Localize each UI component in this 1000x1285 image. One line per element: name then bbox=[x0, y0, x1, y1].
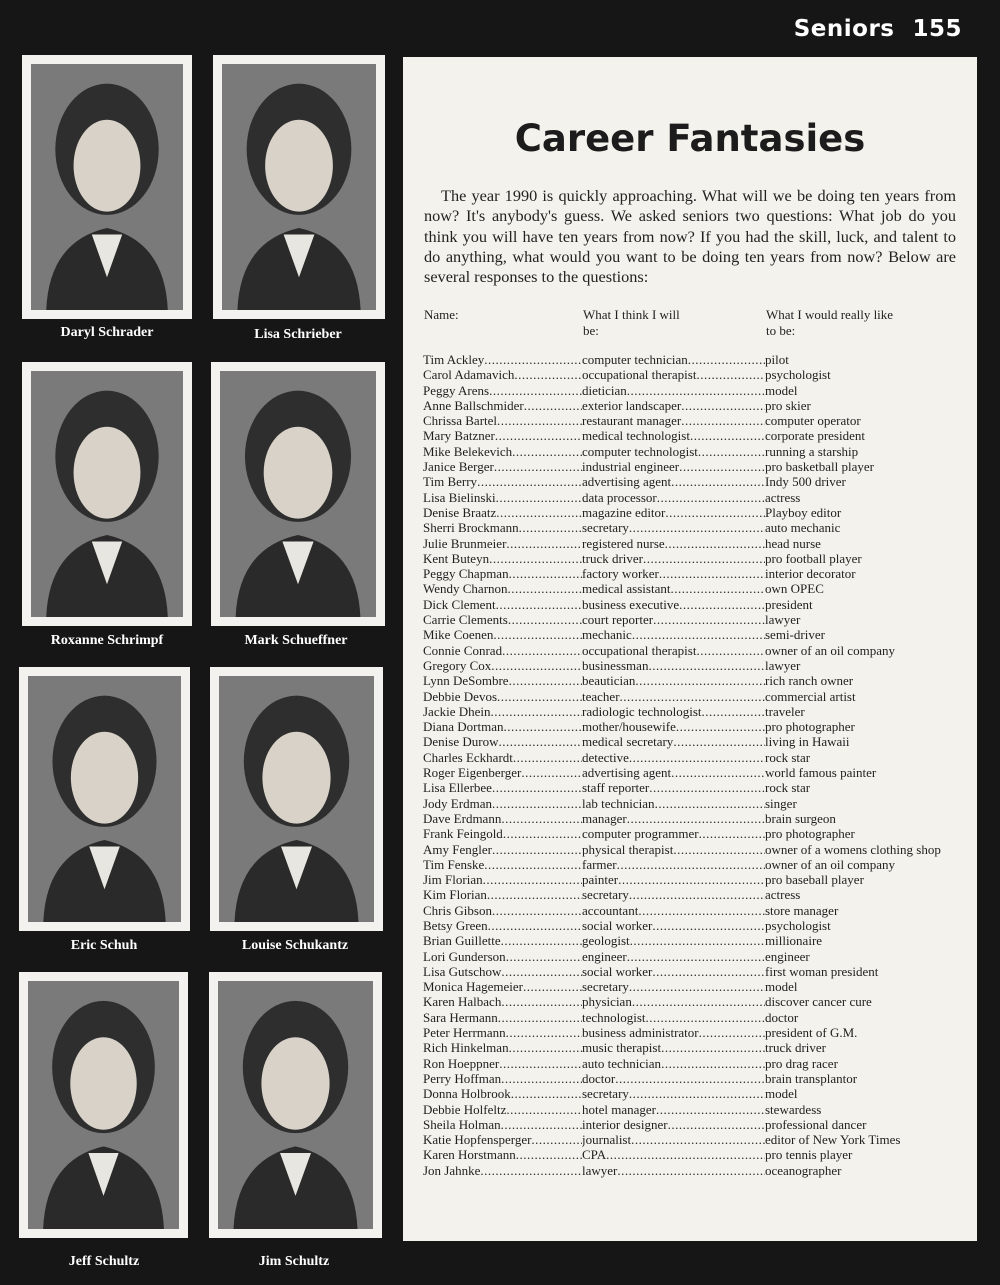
response-think: medical assistant ..... bbox=[582, 581, 765, 596]
response-name: Frank Feingold ..... bbox=[423, 826, 582, 841]
response-name: Karen Halbach ..... bbox=[423, 994, 582, 1009]
response-row bbox=[423, 872, 973, 887]
response-really: doctor bbox=[765, 1009, 799, 1025]
response-row bbox=[423, 627, 973, 642]
response-really: auto mechanic bbox=[765, 520, 841, 536]
response-think: geologist ..... bbox=[582, 933, 765, 948]
response-row bbox=[423, 689, 973, 704]
response-name: Mike Belekevich ..... bbox=[423, 444, 582, 459]
responses-list bbox=[423, 352, 973, 1178]
response-name: Dick Clement ..... bbox=[423, 597, 582, 612]
response-row bbox=[423, 964, 973, 979]
response-really: millionaire bbox=[765, 933, 823, 949]
response-row bbox=[423, 1040, 973, 1055]
response-name: Chrissa Bartel ..... bbox=[423, 413, 582, 428]
response-row bbox=[423, 1071, 973, 1086]
response-really: pro football player bbox=[765, 550, 862, 566]
response-row bbox=[423, 367, 973, 382]
response-think: medical secretary ..... bbox=[582, 734, 765, 749]
response-think: exterior landscaper ..... bbox=[582, 398, 765, 413]
response-name: Julie Brunmeier ..... bbox=[423, 536, 582, 551]
response-really: running a starship bbox=[765, 443, 859, 459]
response-think: magazine editor ..... bbox=[582, 505, 765, 520]
column-header-think: What I think I will be: bbox=[583, 307, 680, 338]
response-think: beautician ..... bbox=[582, 673, 765, 688]
response-row bbox=[423, 857, 973, 872]
response-think: journalist ..... bbox=[582, 1132, 765, 1147]
portrait-caption: Lisa Schrieber bbox=[254, 327, 342, 342]
column-header-really: What I would really like to be: bbox=[766, 307, 894, 338]
response-row bbox=[423, 1086, 973, 1101]
response-really: singer bbox=[765, 795, 797, 811]
response-name: Janice Berger ..... bbox=[423, 459, 582, 474]
response-row bbox=[423, 413, 973, 428]
response-think: social worker ..... bbox=[582, 964, 765, 979]
response-really: president of G.M. bbox=[765, 1025, 858, 1041]
response-really: pro drag racer bbox=[765, 1055, 838, 1071]
response-really: truck driver bbox=[765, 1040, 827, 1056]
response-row bbox=[423, 490, 973, 505]
portrait-caption: Jeff Schultz bbox=[68, 1254, 140, 1269]
response-really: lawyer bbox=[765, 657, 801, 673]
response-name: Kent Buteyn ..... bbox=[423, 551, 582, 566]
section-title: Seniors bbox=[793, 16, 895, 42]
response-name: Lynn DeSombre ..... bbox=[423, 673, 582, 688]
response-think: secretary ..... bbox=[582, 979, 765, 994]
response-really: brain transplantor bbox=[765, 1070, 858, 1086]
response-row bbox=[423, 566, 973, 581]
response-really: head nurse bbox=[765, 535, 821, 551]
portrait-caption: Eric Schuh bbox=[70, 938, 138, 953]
response-row bbox=[423, 826, 973, 841]
response-think: CPA ..... bbox=[582, 1147, 765, 1162]
response-name: Katie Hopfensperger ..... bbox=[423, 1132, 582, 1147]
response-really: pro photographer bbox=[765, 826, 855, 842]
response-row bbox=[423, 444, 973, 459]
response-really: interior decorator bbox=[765, 566, 856, 582]
response-row bbox=[423, 1025, 973, 1040]
portrait-photo bbox=[22, 362, 192, 626]
response-row bbox=[423, 643, 973, 658]
response-name: Lisa Ellerbee ..... bbox=[423, 780, 582, 795]
response-think: painter ..... bbox=[582, 872, 765, 887]
response-name: Mike Coenen ..... bbox=[423, 627, 582, 642]
portrait-caption: Jim Schultz bbox=[258, 1254, 330, 1269]
response-really: pilot bbox=[765, 352, 789, 367]
response-think: secretary ..... bbox=[582, 520, 765, 535]
portrait-caption: Louise Schukantz bbox=[241, 938, 349, 953]
portrait-caption: Mark Schueffner bbox=[244, 633, 348, 648]
response-name: Tim Fenske ..... bbox=[423, 857, 582, 872]
response-really: pro skier bbox=[765, 397, 811, 413]
response-think: farmer ..... bbox=[582, 857, 765, 872]
response-really: editor of New York Times bbox=[765, 1132, 901, 1148]
response-name: Sheila Holman ..... bbox=[423, 1117, 582, 1132]
response-row bbox=[423, 1117, 973, 1132]
response-really: traveler bbox=[765, 703, 805, 719]
response-really: brain surgeon bbox=[765, 810, 836, 826]
response-row bbox=[423, 734, 973, 749]
response-name: Lori Gunderson ..... bbox=[423, 949, 582, 964]
response-name: Ron Hoeppner ..... bbox=[423, 1056, 582, 1071]
response-row bbox=[423, 459, 973, 474]
response-really: pro photographer bbox=[765, 719, 855, 735]
response-name: Tim Berry ..... bbox=[423, 474, 582, 489]
response-think: radiologic technologist ..... bbox=[582, 704, 765, 719]
response-row bbox=[423, 994, 973, 1009]
response-name: Connie Conrad ..... bbox=[423, 643, 582, 658]
response-row bbox=[423, 842, 973, 857]
response-really: professional dancer bbox=[765, 1116, 867, 1132]
response-think: truck driver ..... bbox=[582, 551, 765, 566]
response-really: corporate president bbox=[765, 428, 865, 444]
response-name: Jackie Dhein ..... bbox=[423, 704, 582, 719]
response-really: model bbox=[765, 382, 798, 398]
response-name: Betsy Green ..... bbox=[423, 918, 582, 933]
response-think: businessman ..... bbox=[582, 658, 765, 673]
portrait-caption: Roxanne Schrimpf bbox=[50, 633, 164, 648]
response-name: Peter Herrmann ..... bbox=[423, 1025, 582, 1040]
response-think: business administrator ..... bbox=[582, 1025, 765, 1040]
response-really: model bbox=[765, 979, 798, 995]
response-row bbox=[423, 979, 973, 994]
response-name: Donna Holbrook ..... bbox=[423, 1086, 582, 1101]
response-really: oceanographer bbox=[765, 1162, 842, 1178]
response-really: engineer bbox=[765, 948, 810, 964]
response-row bbox=[423, 505, 973, 520]
response-name: Peggy Arens ..... bbox=[423, 383, 582, 398]
response-name: Chris Gibson ..... bbox=[423, 903, 582, 918]
response-name: Brian Guillette ..... bbox=[423, 933, 582, 948]
response-really: rock star bbox=[765, 749, 811, 765]
response-really: world famous painter bbox=[765, 765, 877, 781]
response-name: Jon Jahnke ..... bbox=[423, 1163, 582, 1178]
response-think: dietician ..... bbox=[582, 383, 765, 398]
response-really: store manager bbox=[765, 902, 839, 918]
response-name: Perry Hoffman ..... bbox=[423, 1071, 582, 1086]
response-really: president bbox=[765, 596, 813, 612]
response-row bbox=[423, 887, 973, 902]
response-name: Jody Erdman ..... bbox=[423, 796, 582, 811]
response-think: mechanic ..... bbox=[582, 627, 765, 642]
response-name: Peggy Chapman ..... bbox=[423, 566, 582, 581]
response-really: commercial artist bbox=[765, 688, 856, 704]
portrait-photo bbox=[211, 362, 385, 626]
response-row bbox=[423, 918, 973, 933]
response-think: accountant ..... bbox=[582, 903, 765, 918]
response-think: technologist ..... bbox=[582, 1010, 765, 1025]
response-really: semi-driver bbox=[765, 627, 825, 643]
response-think: advertising agent ..... bbox=[582, 765, 765, 780]
response-row bbox=[423, 536, 973, 551]
response-really: psychologist bbox=[765, 367, 831, 383]
response-name: Denise Durow ..... bbox=[423, 734, 582, 749]
response-think: data processor ..... bbox=[582, 490, 765, 505]
response-think: computer technician ..... bbox=[582, 352, 765, 367]
response-name: Sara Hermann ..... bbox=[423, 1010, 582, 1025]
response-think: staff reporter ..... bbox=[582, 780, 765, 795]
response-name: Amy Fengler ..... bbox=[423, 842, 582, 857]
response-name: Denise Braatz ..... bbox=[423, 505, 582, 520]
response-think: hotel manager ..... bbox=[582, 1102, 765, 1117]
response-think: industrial engineer ..... bbox=[582, 459, 765, 474]
response-row bbox=[423, 1010, 973, 1025]
response-row bbox=[423, 673, 973, 688]
response-row bbox=[423, 597, 973, 612]
response-name: Gregory Cox ..... bbox=[423, 658, 582, 673]
response-really: rich ranch owner bbox=[765, 673, 854, 689]
response-think: teacher ..... bbox=[582, 689, 765, 704]
response-really: owner of a womens clothing shop bbox=[765, 841, 941, 857]
response-think: advertising agent ..... bbox=[582, 474, 765, 489]
response-really: pro baseball player bbox=[765, 872, 864, 888]
response-name: Debbie Devos ..... bbox=[423, 689, 582, 704]
response-row bbox=[423, 612, 973, 627]
response-think: secretary ..... bbox=[582, 887, 765, 902]
response-really: pro tennis player bbox=[765, 1147, 853, 1163]
response-row bbox=[423, 551, 973, 566]
response-really: own OPEC bbox=[765, 581, 824, 597]
portrait-photo bbox=[19, 972, 188, 1238]
response-row bbox=[423, 933, 973, 948]
response-think: occupational therapist ..... bbox=[582, 367, 765, 382]
response-really: actress bbox=[765, 887, 801, 903]
response-think: physician ..... bbox=[582, 994, 765, 1009]
response-think: social worker ..... bbox=[582, 918, 765, 933]
response-think: physical therapist ..... bbox=[582, 842, 765, 857]
response-think: business executive ..... bbox=[582, 597, 765, 612]
response-think: mother/housewife ..... bbox=[582, 719, 765, 734]
article-panel bbox=[403, 57, 977, 1241]
page-header bbox=[794, 16, 962, 42]
portrait-caption: Daryl Schrader bbox=[60, 325, 154, 340]
response-really: owner of an oil company bbox=[765, 642, 895, 658]
response-name: Anne Ballschmider ..... bbox=[423, 398, 582, 413]
response-really: living in Hawaii bbox=[765, 734, 850, 750]
response-name: Rich Hinkelman ..... bbox=[423, 1040, 582, 1055]
response-row bbox=[423, 949, 973, 964]
response-row bbox=[423, 581, 973, 596]
response-really: rock star bbox=[765, 780, 811, 796]
response-name: Sherri Brockmann ..... bbox=[423, 520, 582, 535]
response-name: Karen Horstmann ..... bbox=[423, 1147, 582, 1162]
response-name: Roger Eigenberger ..... bbox=[423, 765, 582, 780]
response-think: lab technician ..... bbox=[582, 796, 765, 811]
column-header-name: Name: bbox=[424, 307, 459, 322]
response-row bbox=[423, 1163, 973, 1178]
response-row bbox=[423, 1102, 973, 1117]
response-really: owner of an oil company bbox=[765, 856, 895, 872]
response-row bbox=[423, 1147, 973, 1162]
response-really: stewardess bbox=[765, 1101, 822, 1117]
response-really: Playboy editor bbox=[765, 504, 842, 520]
response-name: Charles Eckhardt ..... bbox=[423, 750, 582, 765]
response-name: Mary Batzner ..... bbox=[423, 428, 582, 443]
response-think: computer technologist ..... bbox=[582, 444, 765, 459]
response-name: Diana Dortman ..... bbox=[423, 719, 582, 734]
response-think: occupational therapist ..... bbox=[582, 643, 765, 658]
response-name: Lisa Bielinski ..... bbox=[423, 490, 582, 505]
response-think: auto technician ..... bbox=[582, 1056, 765, 1071]
response-row bbox=[423, 474, 973, 489]
response-name: Lisa Gutschow ..... bbox=[423, 964, 582, 979]
portrait-photo bbox=[19, 667, 190, 931]
article-title: Career Fantasies bbox=[514, 117, 866, 160]
response-row bbox=[423, 780, 973, 795]
response-row bbox=[423, 719, 973, 734]
response-think: doctor ..... bbox=[582, 1071, 765, 1086]
response-really: Indy 500 driver bbox=[765, 474, 846, 490]
response-really: computer operator bbox=[765, 413, 861, 429]
response-think: interior designer ..... bbox=[582, 1117, 765, 1132]
response-name: Debbie Holfeltz ..... bbox=[423, 1102, 582, 1117]
response-really: first woman president bbox=[765, 963, 879, 979]
response-name: Kim Florian ..... bbox=[423, 887, 582, 902]
response-name: Jim Florian ..... bbox=[423, 872, 582, 887]
portrait-photo bbox=[22, 55, 192, 319]
response-row bbox=[423, 765, 973, 780]
response-name: Tim Ackley ..... bbox=[423, 352, 582, 367]
response-row bbox=[423, 1132, 973, 1147]
response-name: Dave Erdmann ..... bbox=[423, 811, 582, 826]
response-think: detective ..... bbox=[582, 750, 765, 765]
response-name: Monica Hagemeier ..... bbox=[423, 979, 582, 994]
response-row bbox=[423, 352, 973, 367]
response-think: music therapist ..... bbox=[582, 1040, 765, 1055]
response-name: Wendy Charnon ..... bbox=[423, 581, 582, 596]
response-row bbox=[423, 520, 973, 535]
response-row bbox=[423, 383, 973, 398]
response-think: secretary ..... bbox=[582, 1086, 765, 1101]
response-name: Carrie Clements ..... bbox=[423, 612, 582, 627]
response-row bbox=[423, 811, 973, 826]
response-row bbox=[423, 398, 973, 413]
response-think: engineer ..... bbox=[582, 949, 765, 964]
response-row bbox=[423, 658, 973, 673]
portrait-photo bbox=[213, 55, 385, 319]
response-really: pro basketball player bbox=[765, 459, 875, 475]
response-row bbox=[423, 1056, 973, 1071]
response-think: court reporter ..... bbox=[582, 612, 765, 627]
portrait-photo bbox=[209, 972, 382, 1238]
response-think: registered nurse ..... bbox=[582, 536, 765, 551]
article-intro: The year 1990 is quickly approaching. What will we be doing ten years from now? It's anybody's guess. We asked seniors two questions: What job do you think you will have ten years from now? If you had the skill, luck, and talent to do anything, what would you want to be doing ten years from now? Below are several responses to the questions: bbox=[424, 186, 956, 287]
portrait-photo bbox=[210, 667, 383, 931]
response-row bbox=[423, 750, 973, 765]
response-really: actress bbox=[765, 489, 801, 505]
response-think: restaurant manager ..... bbox=[582, 413, 765, 428]
response-row bbox=[423, 796, 973, 811]
response-really: psychologist bbox=[765, 917, 831, 933]
response-row bbox=[423, 704, 973, 719]
page-number: 155 bbox=[912, 16, 962, 42]
response-really: discover cancer cure bbox=[765, 994, 872, 1010]
response-really: lawyer bbox=[765, 612, 801, 628]
response-think: manager ..... bbox=[582, 811, 765, 826]
response-think: lawyer ..... bbox=[582, 1163, 765, 1178]
response-row bbox=[423, 903, 973, 918]
response-think: computer programmer ..... bbox=[582, 826, 765, 841]
response-name: Carol Adamavich ..... bbox=[423, 367, 582, 382]
response-really: model bbox=[765, 1086, 798, 1102]
response-row bbox=[423, 428, 973, 443]
response-think: factory worker ..... bbox=[582, 566, 765, 581]
response-think: medical technologist ..... bbox=[582, 428, 765, 443]
